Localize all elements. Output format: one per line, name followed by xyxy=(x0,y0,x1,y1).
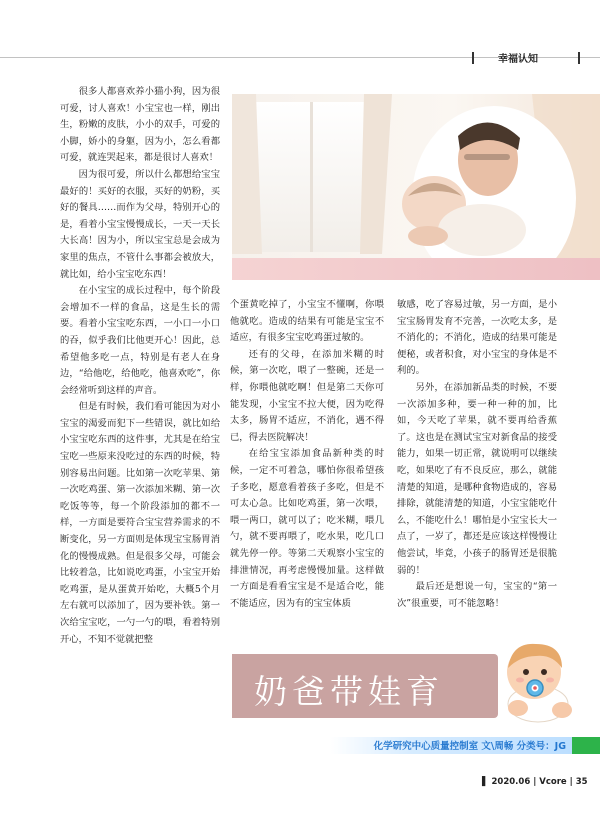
header-section-title: 幸福认知 xyxy=(498,54,538,65)
cartoon-baby-illustration xyxy=(490,634,582,726)
magazine-name: Vcore xyxy=(539,777,567,787)
page-footer xyxy=(482,777,588,787)
paragraph: 在小宝宝的成长过程中，每个阶段会增加不一样的食品，这是生长的需要。看着小宝宝吃东西，一小口一小口的吞，似乎我们比他更开心！因此，总希望他多吃一点，特别是有老人在身边，“给他吃，给他吃，他喜欢吃”，你会经常听到这样的声音。 xyxy=(60,285,220,396)
paragraph: 因为很可爱，所以什么都想给宝宝最好的！买好的衣服，买好的奶粉，买好的餐具……而作为父母，特别开心的是，看着小宝宝慢慢成长，一天一天长大长高！因为小，所以宝宝总是会成为家里的焦点，不管什么事都会被放大，就比如，给小宝宝吃东西！ xyxy=(60,168,220,280)
footer-separator: | xyxy=(569,777,573,787)
paragraph: 在给宝宝添加食品新种类的时候，一定不可着急，哪怕你很希望孩子多吃，愿意看着孩子多吃，但是不可太心急。比如吃鸡蛋，第一次喂，喂一两口，就可以了；吃米糊，喂几勺，就不要再喂了，吃水果，吃几口就先停一停。等第二天观察小宝宝的排泄情况，再考虑慢慢加量。这样做一方面是看看宝宝是不是适合吃，能不能适应，因为有的宝宝体质 xyxy=(230,448,384,609)
page-number: 35 xyxy=(575,777,588,787)
father-baby-photo xyxy=(232,94,600,280)
section-banner xyxy=(232,654,498,718)
paragraph: 很多人都喜欢养小猫小狗，因为很可爱，讨人喜欢！小宝宝也一样，刚出生，粉嫩的皮肤，小小的双手，可爱的小脚，娇小的身躯，因为小，怎么看都可爱，就连哭起来，都是很讨人喜欢！ xyxy=(60,86,220,164)
author-credit: 化学研究中心质量控制室 文\周畅 分类号：JG xyxy=(373,741,566,752)
article-column-2 xyxy=(230,297,384,643)
credit-accent-block xyxy=(572,737,600,754)
paragraph: 还有的父母，在添加米糊的时候，第一次吃，喂了一整碗，还是一样，你喂他就吃啊！但是第二天你可能发现，小宝宝不拉大便，因为吃得太多，肠胃不适应，不消化，遇不得已，得去医院解决！ xyxy=(230,348,384,443)
header-divider-mark xyxy=(578,52,580,64)
paragraph: 另外，在添加新品类的时候，不要一次添加多种，要一种一种的加，比如，今天吃了苹果，就不要再给香蕉了。这也是在测试宝宝对新食品的接受能力，如果一切正常，就说明可以继续吃，如果吃了有不良反应，那么，就能清楚的知道，是哪种食物造成的，容易排除，就能清楚的知道，小宝宝能吃什么，不能吃什么！哪怕是小宝宝长大一点了，一岁了，都还是应该这样慢慢让他尝试，毕竟，小孩子的肠胃还是很脆弱的！ xyxy=(397,381,557,576)
paragraph: 敏感，吃了容易过敏，另一方面，是小宝宝肠胃发育不完善，一次吃太多，是不消化的；不消化，造成的结果可能是便秘，或者积食，对小宝宝的身体是不利的。 xyxy=(397,299,557,377)
author-credit-bar xyxy=(330,737,600,754)
banner-title: 奶爸带娃育 xyxy=(254,672,444,711)
footer-separator: | xyxy=(533,777,537,787)
article-column-3 xyxy=(397,297,557,643)
issue-number: 2020.06 xyxy=(491,777,531,787)
article-column-1 xyxy=(60,84,220,734)
paragraph: 最后还是想说一句，宝宝的“第一次”很重要，可不能忽略！ xyxy=(397,581,557,609)
paragraph: 但是有时候，我们看可能因为对小宝宝的渴爱而犯下一些错误，就比如给小宝宝吃东西的这件事，尤其是在给宝宝吃一些原来没吃过的东西的时候，特别容易出问题。比如第一次吃苹果、第一次吃鸡蛋、第一次添加米糊、第一次吃饭等等，每一个阶段添加的都不一样，一方面是要符合宝宝营养需求的不断变化，另一方面则是体现宝宝肠胃消化的慢慢成熟。但是很多父母，可能会比较着急，比如说吃鸡蛋，小宝宝开始吃鸡蛋，是从蛋黄开始吃，大概5个月左右就可以添加了，因为要补铁。第一次给宝宝吃，一勺一勺的喂，看着特别开心，不知不觉就把整 xyxy=(60,401,220,645)
footer-divider: ▌ xyxy=(482,777,489,787)
header-divider-mark xyxy=(472,52,474,64)
paragraph: 个蛋黄吃掉了，小宝宝不懂啊，你喂他就吃。造成的结果有可能是宝宝不适应，有很多宝宝吃鸡蛋过敏的。 xyxy=(230,299,384,344)
